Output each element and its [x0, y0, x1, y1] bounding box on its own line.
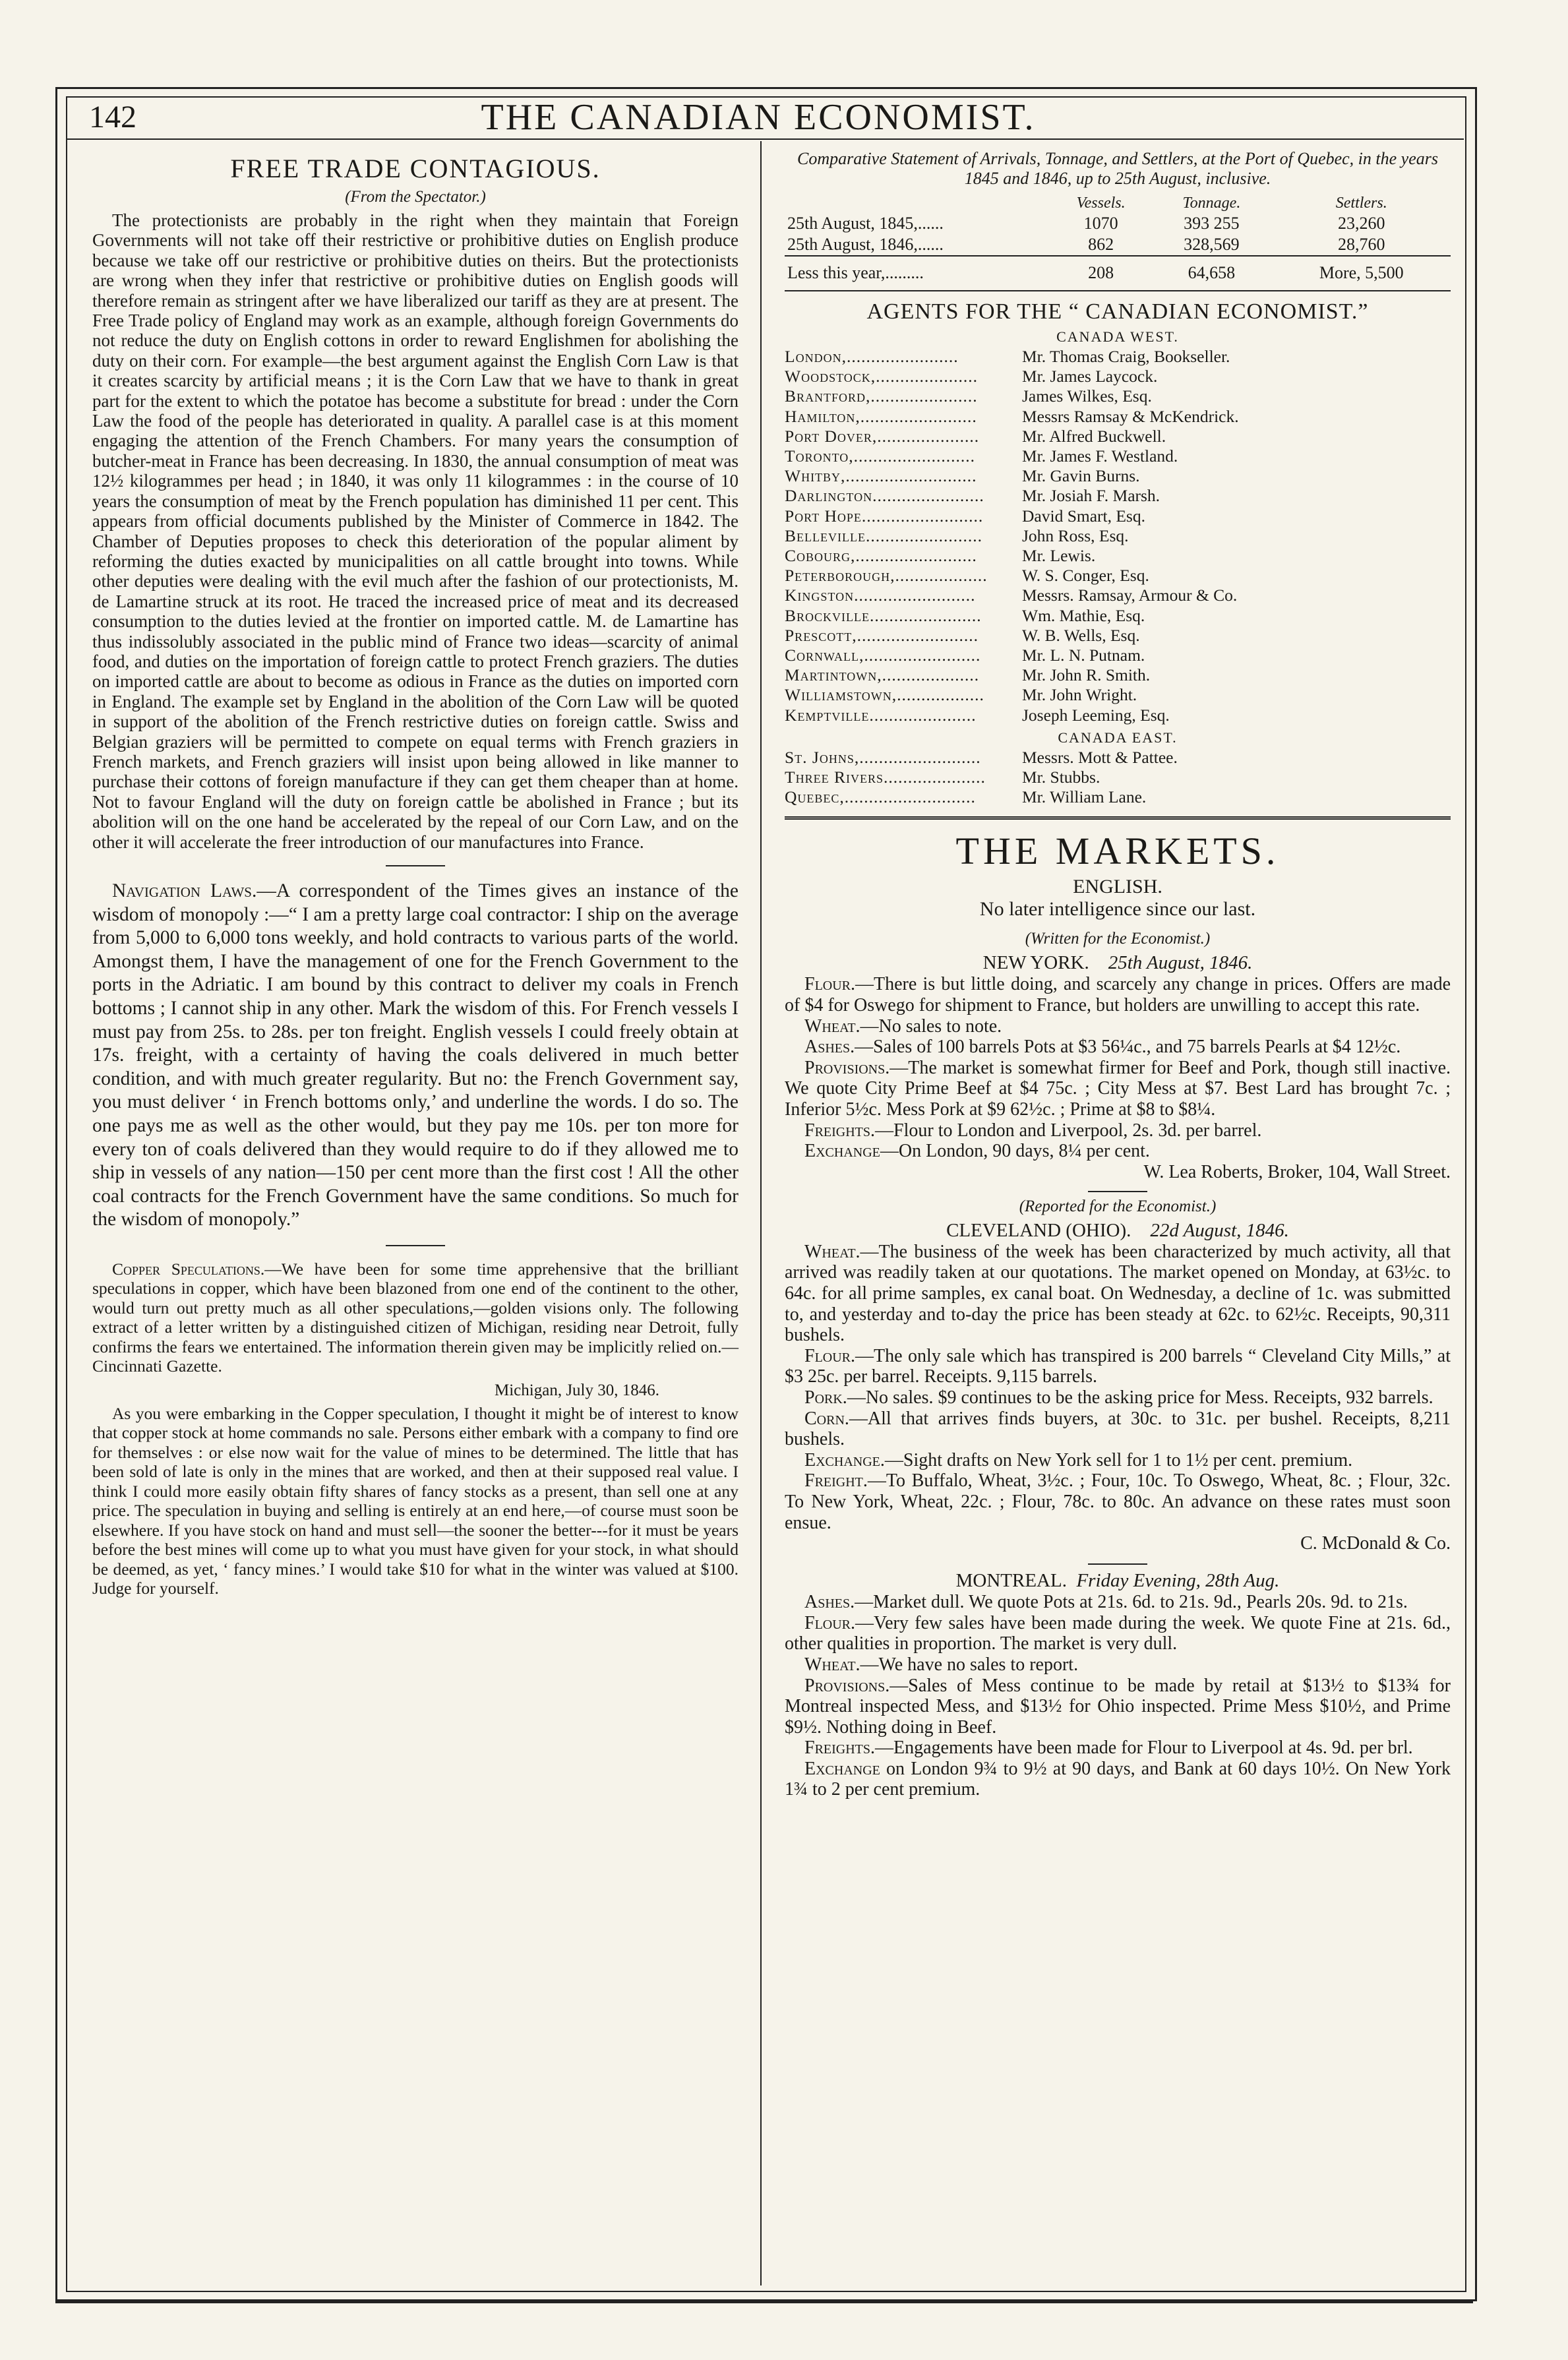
ny-source: (Written for the Economist.) — [1025, 930, 1211, 948]
bottom-rule — [55, 2301, 1473, 2303]
agent-name: Mr. Alfred Buckwell. — [1022, 426, 1166, 446]
ny-dateline — [785, 952, 1451, 974]
cleveland-place: CLEVELAND (OHIO). — [946, 1219, 1131, 1241]
cleveland-dateline — [785, 1220, 1451, 1242]
left-column — [92, 145, 739, 1598]
agent-town: Peterborough,................... — [785, 566, 988, 586]
agents-subhead-east: CANADA EAST. — [1058, 729, 1178, 746]
montreal-report — [785, 1592, 1451, 1800]
column-divider — [760, 141, 762, 2285]
markets-title: THE MARKETS. — [955, 830, 1280, 873]
ny-place: NEW YORK. — [982, 952, 1089, 974]
agent-row — [785, 367, 1451, 386]
agent-name: Wm. Mathie, Esq. — [1022, 605, 1145, 625]
market-item-lead: Freights. — [804, 1120, 876, 1141]
agent-town: Prescott,......................... — [785, 625, 979, 645]
market-paragraph — [785, 1141, 1451, 1162]
agent-town: St. Johns,......................... — [785, 747, 981, 767]
table-row — [785, 213, 1451, 234]
market-item-text: —No sales. $9 continues to be the asking price for Mess. Receipts, 932 barrels. — [847, 1387, 1433, 1408]
table-cell: 208 — [1088, 263, 1114, 282]
agent-row — [785, 706, 1451, 725]
agent-name: John Ross, Esq. — [1022, 526, 1129, 545]
cleveland-source: (Reported for the Economist.) — [1019, 1197, 1217, 1215]
agent-row — [785, 446, 1451, 466]
agents-list-west — [785, 347, 1451, 725]
cleveland-signature: C. McDonald & Co. — [1300, 1533, 1451, 1554]
table-cell: 28,760 — [1338, 235, 1385, 254]
copper-paragraph — [92, 1259, 739, 1376]
market-item-text: —On London, 90 days, 8¼ per cent. — [880, 1141, 1150, 1162]
agent-name: W. B. Wells, Esq. — [1022, 625, 1140, 645]
market-item-text: —The only sale which has transpired is 200 barrels “ Cleveland City Mills,” at $3 25c. per barrel. Receipts. 9,115 barrels. — [785, 1345, 1451, 1387]
table-header: Vessels. — [1076, 195, 1126, 212]
market-paragraph — [785, 1592, 1451, 1613]
agent-name: Mr. John R. Smith. — [1022, 665, 1151, 685]
montreal-place: MONTREAL. — [955, 1570, 1067, 1592]
agent-row — [785, 546, 1451, 566]
agent-row — [785, 665, 1451, 685]
ny-signature: W. Lea Roberts, Broker, 104, Wall Street. — [1143, 1161, 1451, 1182]
agent-name: Mr. Stubbs. — [1022, 768, 1101, 787]
agent-name: Messrs. Mott & Pattee. — [1022, 747, 1178, 767]
agent-row — [785, 466, 1451, 486]
market-item-lead: Wheat. — [804, 1015, 860, 1037]
montreal-dateline — [785, 1570, 1451, 1592]
market-paragraph — [785, 1470, 1451, 1533]
letter-body: As you were embarking in the Copper speculation, I thought it might be of interest to know that copper stock at home commands no sale. Persons either embark with a company to find ore for themselves : or else now wait for the value of mines to be determined. The little that has been sold of late is only in the mines that are worked, and then at their supposed real value. I think I could more easily obtain fifty shares of fancy stocks as a present, than sell one at any price. The speculation in buying and selling is entirely at an end here,—of course must soon be elsewhere. If you have stock on hand and must sell—the sooner the better---for it must be years before the best mines will come up to what you must have given for your stock, in what should be deemed, as yet, ‘ fancy mines.’ I would take $10 for what in the winter was valued at $100. Judge for yourself. — [92, 1403, 739, 1598]
agent-town: Williamstown,.................. — [785, 685, 984, 705]
market-item-lead: Exchange — [804, 1758, 880, 1779]
market-paragraph — [785, 1016, 1451, 1037]
section-divider — [1088, 1563, 1147, 1565]
agents-list-east — [785, 748, 1451, 808]
paragraph-lead: Navigation Laws. — [112, 880, 257, 901]
agent-town: London,....................... — [785, 347, 959, 366]
agent-name: Mr. William Lane. — [1022, 787, 1147, 807]
market-item-text: —Flour to London and Liverpool, 2s. 3d. per barrel. — [875, 1120, 1262, 1141]
paragraph-text: —A correspondent of the Times gives an instance of the wisdom of monopoly :—“ I am a pretty large coal contractor: I ship on the average from 5,000 to 6,000 tons weekly, and hold contracts to various parts of the world. Amongst them, I have the management of one for the French Government to the ports in the Adriatic. I am bound by this contract to deliver my coals in French bottoms ; I cannot ship in any other. Mark the wisdom of this. For French vessels I must pay from 25s. to 28s. per ton freight. English vessels I could freely obtain at 17s. freight, with a certainty of having the coals delivered in much better condition, and with much greater regularity. But no: the French Government say, you must deliver ‘ in French bottoms only,’ and underline the words. I do so. The one pays me as well as the other would, but they pay me 10s. per ton more for every ton of coals delivered than they would require to do if they allowed me to ship in vessels of any nation—150 per cent more than the first cost ! All the other coal contracts for the French Government have the same conditions. So much for the wisdom of monopoly.” — [92, 880, 739, 1230]
market-paragraph — [785, 1346, 1451, 1387]
paragraph-text: —We have been for some time apprehensive that the brilliant speculations in copper, which have been blazoned from one end of the continent to the other, would turn out pretty much as all other speculations,—golden visions only. The following extract of a letter written by a distinguished citizen of Michigan, residing near Detroit, fully confirms the fears we entertained. The information therein given may be implicitly relied on.—Cincinnati Gazette. — [92, 1259, 739, 1376]
market-paragraph — [785, 1242, 1451, 1346]
market-item-lead: Exchange — [804, 1141, 880, 1162]
english-subhead: ENGLISH. — [1073, 876, 1162, 898]
market-paragraph — [785, 1037, 1451, 1058]
market-paragraph — [785, 1450, 1451, 1471]
table-cell: 64,658 — [1188, 263, 1236, 282]
agents-subhead-west: CANADA WEST. — [1056, 328, 1179, 345]
market-paragraph — [785, 1613, 1451, 1654]
table-cell: 328,569 — [1184, 235, 1240, 254]
agent-town: Woodstock,..................... — [785, 367, 978, 386]
table-header: Tonnage. — [1182, 195, 1241, 212]
agents-title: AGENTS FOR THE “ CANADIAN ECONOMIST.” — [866, 299, 1369, 324]
masthead-title: THE CANADIAN ECONOMIST. — [481, 97, 1036, 138]
english-note: No later intelligence since our last. — [979, 898, 1256, 921]
section-divider — [386, 1245, 445, 1246]
agent-row — [785, 427, 1451, 446]
market-item-lead: Wheat. — [804, 1654, 860, 1675]
agent-name: Mr. Gavin Burns. — [1022, 466, 1140, 486]
agent-row — [785, 407, 1451, 427]
navigation-laws-paragraph — [92, 880, 739, 1232]
market-item-text: —Very few sales have been made during the week. We quote Fine at 21s. 6d., other qualities in proportion. The market is very dull. — [785, 1612, 1451, 1654]
market-item-lead: Corn. — [804, 1408, 849, 1429]
table-header — [785, 194, 1051, 213]
market-item-text: —The market is somewhat firmer for Beef and Pork, though still inactive. We quote City Prime Beef at $4 75c. ; City Mess at $7. Best Lard has brought 7c. ; Inferior 5½c. Mess Pork at $9 62½c. ; Prime at $8 to $8¼. — [785, 1057, 1451, 1120]
cleveland-date: 22d August, 1846. — [1150, 1219, 1289, 1241]
agent-name: Mr. L. N. Putnam. — [1022, 646, 1145, 665]
agent-town: Brantford,...................... — [785, 386, 978, 406]
market-item-text: —To Buffalo, Wheat, 3½c. ; Four, 10c. To Oswego, Wheat, 8c. ; Flour, 32c. To New York, Wheat, 22c. ; Flour, 78c. to 80c. An advance on these rates must soon ensue. — [785, 1470, 1451, 1533]
table-cell: 862 — [1088, 235, 1114, 254]
market-item-text: —We have no sales to report. — [860, 1654, 1079, 1675]
market-item-text: on London 9¾ to 9½ at 90 days, and Bank at 60 days 10½. On New York 1¾ to 2 per cent premium. — [785, 1758, 1451, 1800]
agent-row — [785, 626, 1451, 646]
market-item-lead: Exchange. — [804, 1449, 885, 1470]
agent-row — [785, 685, 1451, 705]
agent-name: Messrs. Ramsay, Armour & Co. — [1022, 586, 1238, 605]
right-column — [785, 145, 1451, 1800]
market-paragraph — [785, 1408, 1451, 1450]
agent-name: W. S. Conger, Esq. — [1022, 566, 1149, 586]
agent-row — [785, 787, 1451, 807]
cleveland-report — [785, 1242, 1451, 1533]
agent-name: Mr. John Wright. — [1022, 685, 1137, 705]
market-paragraph — [785, 1654, 1451, 1676]
market-item-lead: Pork. — [804, 1387, 847, 1408]
agent-town: Port Dover,..................... — [785, 426, 980, 446]
table-total-row — [785, 256, 1451, 284]
market-item-text: —Sight drafts on New York sell for 1 to 1½ per cent. premium. — [884, 1449, 1353, 1470]
market-paragraph — [785, 1738, 1451, 1759]
agent-row — [785, 768, 1451, 787]
market-paragraph — [785, 1676, 1451, 1738]
agent-row — [785, 566, 1451, 586]
montreal-date: Friday Evening, 28th Aug. — [1076, 1570, 1280, 1592]
table-header-row — [785, 194, 1451, 213]
market-item-lead: Ashes. — [804, 1037, 855, 1058]
table-row — [785, 234, 1451, 256]
agent-row — [785, 506, 1451, 526]
agent-town: Hamilton,........................ — [785, 406, 977, 426]
agent-name: David Smart, Esq. — [1022, 506, 1145, 526]
market-item-lead: Flour. — [804, 974, 856, 995]
market-item-lead: Freight. — [804, 1470, 868, 1492]
agent-town: Belleville........................ — [785, 526, 982, 545]
agent-row — [785, 748, 1451, 768]
market-item-text: —Engagements have been made for Flour to Liverpool at 4s. 9d. per brl. — [875, 1738, 1413, 1759]
market-item-text: —There is but little doing, and scarcely any change in prices. Offers are made of $4 for Oswego for shipment to France, but holders are unwilling to accept this rate. — [785, 974, 1451, 1016]
article-body: The protectionists are probably in the right when they maintain that Foreign Governments will not take off their restrictive or prohibitive duties on English produce because we take off our restrictive or prohibitive duties on theirs. But the protectionists are wrong when they infer that restrictive or prohibitive duties on English goods will therefore remain as stringent after we have liberalized our tariff as they are at present. The Free Trade policy of England may work as an example, although foreign Governments do not reduce the duty on English cottons in order to reward Englishmen for abolishing the duty on their corn. For example—the best argument against the English Corn Law is that it creates scarcity by artificial means ; it is the Corn Law that we have to thank in great part for the extent to which the potatoe has become a substitute for bread : under the Corn Law the food of the people has deteriorated in quality. A parallel case is at this moment engaging the attention of the French Chambers. For many years the consumption of butcher-meat in France has been decreasing. In 1830, the annual consumption of meat was 12½ kilogrammes per head ; in 1840, it was only 11 kilogrammes : in the course of 10 years the consumption of meat by the French population has diminished 11 per cent. This appears from official documents published by the Minister of Commerce in 1842. The Chamber of Deputies proposes to check this deterioration of the popular aliment by reforming the duties exacted by municipalities on all cattle brought into towns. While other deputies were dealing with the evil much after the fashion of our protectionists, M. de Lamartine struck at its root. He traced the increased price of meat and its decreased consumption to the duties levied at the frontier on imported cattle. M. de Lamartine has thus indissolubly associated in the public mind of France two ideas—scarcity of animal food, and duties on the importation of foreign cattle to protect French graziers. The duties on imported cattle are about to become as odious in France as the duties on imported corn in England. The example set by England in the abolition of the Corn Law will be quoted in support of the abolition of the French restrictive duties on foreign cattle. Swiss and Belgian graziers will be permitted to compete on equal terms with French graziers in French markets, and French graziers will insist upon being allowed in like manner to purchase their cottons of foreign manufacture if they can get them cheaper than at home. Not to favour England will the duty on foreign cattle be abolished in France ; but its abolition will on the one hand be accelerated by the repeal of our Corn Law, and on the other it will accelerate the freer introduction of our manufactures into France. — [92, 210, 739, 852]
agent-row — [785, 386, 1451, 406]
agent-name: Mr. Thomas Craig, Bookseller. — [1022, 347, 1230, 366]
market-paragraph — [785, 1120, 1451, 1141]
agent-town: Cobourg,......................... — [785, 546, 977, 566]
market-item-lead: Flour. — [804, 1345, 856, 1366]
agent-town: Darlington....................... — [785, 486, 984, 506]
arrivals-table — [785, 194, 1451, 284]
header-rule — [66, 138, 1464, 140]
agent-name: James Wilkes, Esq. — [1022, 386, 1152, 406]
market-item-text: —No sales to note. — [860, 1015, 1002, 1037]
article-source: (From the Spectator.) — [345, 188, 486, 206]
article-title: FREE TRADE CONTAGIOUS. — [230, 154, 601, 183]
table-cell: 23,260 — [1338, 214, 1385, 233]
agent-town: Whitby,........................... — [785, 466, 977, 486]
market-item-text: —All that arrives finds buyers, at 30c. to 31c. per bushel. Receipts, 8,211 bushels. — [785, 1408, 1451, 1450]
section-divider — [386, 865, 445, 866]
table-header: Settlers. — [1335, 195, 1387, 212]
agent-town: Port Hope......................... — [785, 506, 984, 526]
market-item-text: —The business of the week has been characterized by much activity, all that arrived was readily taken at our quotations. The market opened on Monday, at 63½c. to 64c. for all prime samples, ex canal boat. On Wednesday, a decline of 1c. was submitted to, and yesterday and to-day the price has been steady at 62c. to 62½c. Receipts, 90,311 bushels. — [785, 1241, 1451, 1346]
section-divider — [785, 816, 1451, 820]
market-paragraph — [785, 1759, 1451, 1800]
market-item-lead: Freights. — [804, 1738, 876, 1759]
agent-name: Mr. James F. Westland. — [1022, 446, 1178, 466]
market-item-lead: Wheat. — [804, 1241, 860, 1262]
agent-row — [785, 526, 1451, 546]
page-number: 142 — [89, 100, 136, 135]
market-paragraph — [785, 1387, 1451, 1408]
letter-dateline: Michigan, July 30, 1846. — [495, 1381, 659, 1399]
agent-name: Mr. Josiah F. Marsh. — [1022, 486, 1161, 506]
paragraph-lead: Copper Speculations. — [112, 1259, 265, 1279]
section-divider — [785, 290, 1451, 291]
market-paragraph — [785, 974, 1451, 1015]
table-cell: 1070 — [1083, 214, 1118, 233]
agent-town: Kingston......................... — [785, 586, 976, 605]
table-cell: More, 5,500 — [1319, 263, 1404, 282]
agent-town: Quebec,........................... — [785, 787, 976, 807]
agent-name: Joseph Leeming, Esq. — [1022, 705, 1170, 725]
table-cell: 25th August, 1846,...... — [787, 235, 944, 254]
agent-row — [785, 586, 1451, 605]
agent-name: Mr. Lewis. — [1022, 546, 1096, 566]
agent-town: Cornwall,........................ — [785, 646, 981, 665]
market-paragraph — [785, 1058, 1451, 1120]
agent-row — [785, 486, 1451, 506]
agent-town: Brockville....................... — [785, 605, 982, 625]
section-divider — [1088, 1191, 1147, 1192]
agent-row — [785, 646, 1451, 665]
ny-date: 25th August, 1846. — [1108, 952, 1253, 974]
agent-row — [785, 347, 1451, 367]
market-item-text: —Sales of Mess continue to be made by retail at $13½ to $13¾ for Montreal inspected Mess, and $13½ for Ohio inspected. Prime Mess $10½, and Prime $9½. Nothing doing in Beef. — [785, 1675, 1451, 1738]
statement-caption: Comparative Statement of Arrivals, Tonnage, and Settlers, at the Port of Quebec, in the years 1845 and 1846, up to 25th August, inclusive. — [797, 149, 1438, 188]
agent-town: Three Rivers..................... — [785, 768, 986, 787]
agent-town: Martintown,.................... — [785, 665, 980, 685]
agent-row — [785, 606, 1451, 626]
table-cell: Less this year,......... — [787, 263, 924, 282]
ny-report — [785, 974, 1451, 1161]
market-item-lead: Flour. — [804, 1612, 856, 1633]
market-item-lead: Provisions. — [804, 1675, 890, 1696]
market-item-text: —Market dull. We quote Pots at 21s. 6d. to 21s. 9d., Pearls 20s. 9d. to 21s. — [855, 1592, 1408, 1613]
agent-name: Mr. James Laycock. — [1022, 367, 1158, 386]
agent-name: Messrs Ramsay & McKendrick. — [1022, 406, 1239, 426]
market-item-lead: Provisions. — [804, 1057, 890, 1078]
table-cell: 393 255 — [1184, 214, 1240, 233]
agent-town: Toronto,......................... — [785, 446, 975, 466]
market-item-text: —Sales of 100 barrels Pots at $3 56¼c., and 75 barrels Pearls at $4 12½c. — [855, 1037, 1401, 1058]
market-item-lead: Ashes. — [804, 1592, 855, 1613]
agent-town: Kemptville...................... — [785, 705, 977, 725]
table-cell: 25th August, 1845,...... — [787, 214, 944, 233]
